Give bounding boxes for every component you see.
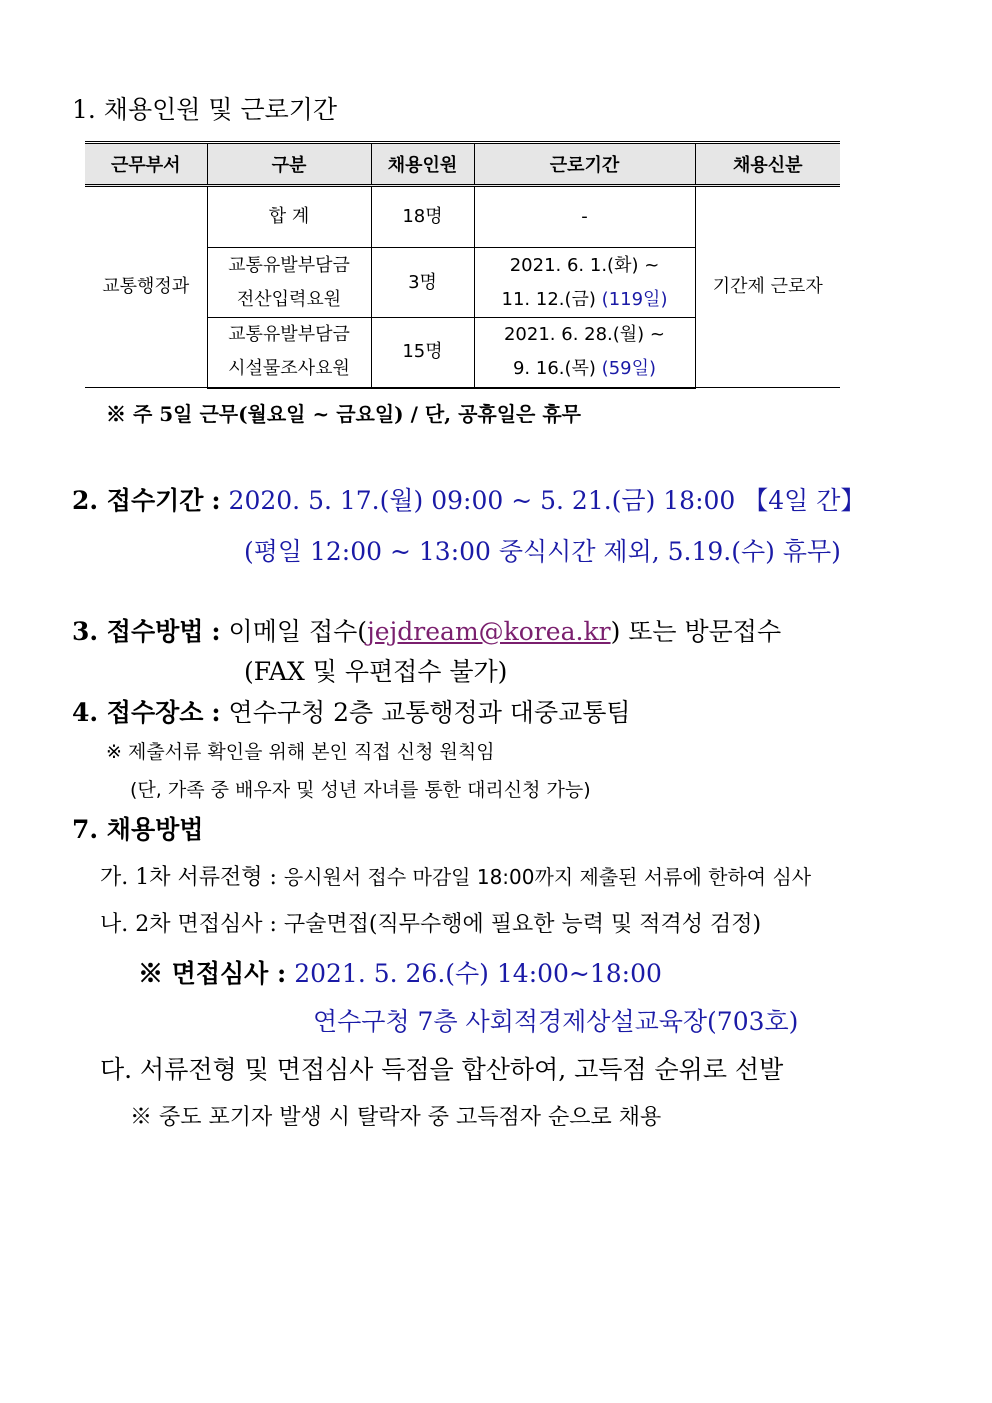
- interview-place: 연수구청 7층 사회적경제상설교육장(703호): [313, 1007, 799, 1036]
- period-days: (59일): [601, 358, 657, 380]
- item-a-label: 가. 1차 서류전형 :: [100, 865, 277, 890]
- type-cell: 합 계: [207, 186, 371, 248]
- section4-note1: ※ 제출서류 확인을 위해 본인 직접 신청 원칙임: [106, 741, 495, 763]
- item-c: 다. 서류전형 및 면접심사 득점을 합산하여, 고득점 순위로 선발: [100, 1055, 784, 1084]
- section4-value: 연수구청 2층 교통행정과 대중교통팀: [228, 698, 631, 727]
- count-cell: 18명: [371, 186, 474, 248]
- section4-line: [72, 693, 631, 729]
- period-line: 2021. 6. 28.(월) ~: [503, 324, 665, 346]
- section2-value: 2020. 5. 17.(월) 09:00 ~ 5. 21.(금) 18:00 【4일 간】: [228, 486, 866, 515]
- type-line: 전산입력요원: [236, 288, 342, 310]
- section2-value2: (평일 12:00 ~ 13:00 중식시간 제외, 5.19.(수) 휴무): [244, 537, 841, 566]
- work-days-note: ※ 주 5일 근무(월요일 ~ 금요일) / 단, 공휴일은 휴무: [106, 402, 581, 426]
- header-status: 채용신분: [695, 143, 840, 186]
- email-link[interactable]: jejdream@korea.kr: [367, 617, 611, 646]
- header-period: 근로기간: [474, 143, 695, 186]
- section2-line: [72, 481, 865, 517]
- count-cell: 15명: [371, 318, 474, 388]
- header-count: 채용인원: [371, 143, 474, 186]
- type-cell: [207, 248, 371, 318]
- period-line: [475, 352, 695, 386]
- period-cell: -: [474, 186, 695, 248]
- table-header-row: [85, 143, 840, 186]
- period-days: (119일): [601, 288, 668, 310]
- status-cell: 기간제 근로자: [695, 186, 840, 388]
- interview-line: [138, 954, 662, 990]
- section3-colon: :: [211, 617, 221, 646]
- section7-title: 7. 채용방법: [72, 815, 204, 844]
- section3-line: [72, 612, 781, 648]
- header-type: 구분: [207, 143, 371, 186]
- item-a: [100, 860, 811, 891]
- period-end: 9. 16.(목): [512, 358, 596, 380]
- item-b: 나. 2차 면접심사 : 구술면접(직무수행에 필요한 능력 및 적격성 검정): [100, 912, 762, 937]
- section3-suffix: ) 또는 방문접수: [610, 617, 782, 646]
- table-row: [85, 186, 840, 248]
- recruitment-table: [85, 141, 840, 389]
- section2-colon: :: [211, 486, 221, 515]
- period-line: 2021. 6. 1.(화) ~: [509, 254, 660, 276]
- section3-label: 3. 접수방법: [72, 617, 204, 646]
- section4-note2: (단, 가족 중 배우자 및 성년 자녀를 통한 대리신청 가능): [130, 779, 591, 801]
- section1-title: 1. 채용인원 및 근로기간: [72, 95, 338, 124]
- type-line: 시설물조사요원: [228, 358, 350, 380]
- period-end: 11. 12.(금): [501, 288, 596, 310]
- item-c-note: ※ 중도 포기자 발생 시 탈락자 중 고득점자 순으로 채용: [130, 1105, 662, 1130]
- item-a-value: 응시원서 접수 마감일 18:00까지 제출된 서류에 한하여 심사: [283, 865, 812, 889]
- section3-line2: (FAX 및 우편접수 불가): [244, 657, 508, 686]
- section4-colon: :: [211, 698, 221, 727]
- section4-label: 4. 접수장소: [72, 698, 204, 727]
- type-line: 교통유발부담금: [228, 254, 350, 276]
- interview-date: 2021. 5. 26.(수) 14:00~18:00: [294, 959, 662, 988]
- section2-label: 2. 접수기간: [72, 486, 204, 515]
- count-cell: 3명: [371, 248, 474, 318]
- period-cell: [474, 248, 695, 318]
- type-cell: [207, 318, 371, 388]
- section3-prefix: 이메일 접수(: [228, 617, 367, 646]
- interview-label: ※ 면접심사 :: [138, 959, 287, 988]
- type-line: 교통유발부담금: [228, 324, 350, 346]
- header-department: 근무부서: [85, 143, 207, 186]
- department-cell: 교통행정과: [85, 186, 207, 388]
- period-cell: [474, 318, 695, 388]
- period-line: [475, 283, 695, 317]
